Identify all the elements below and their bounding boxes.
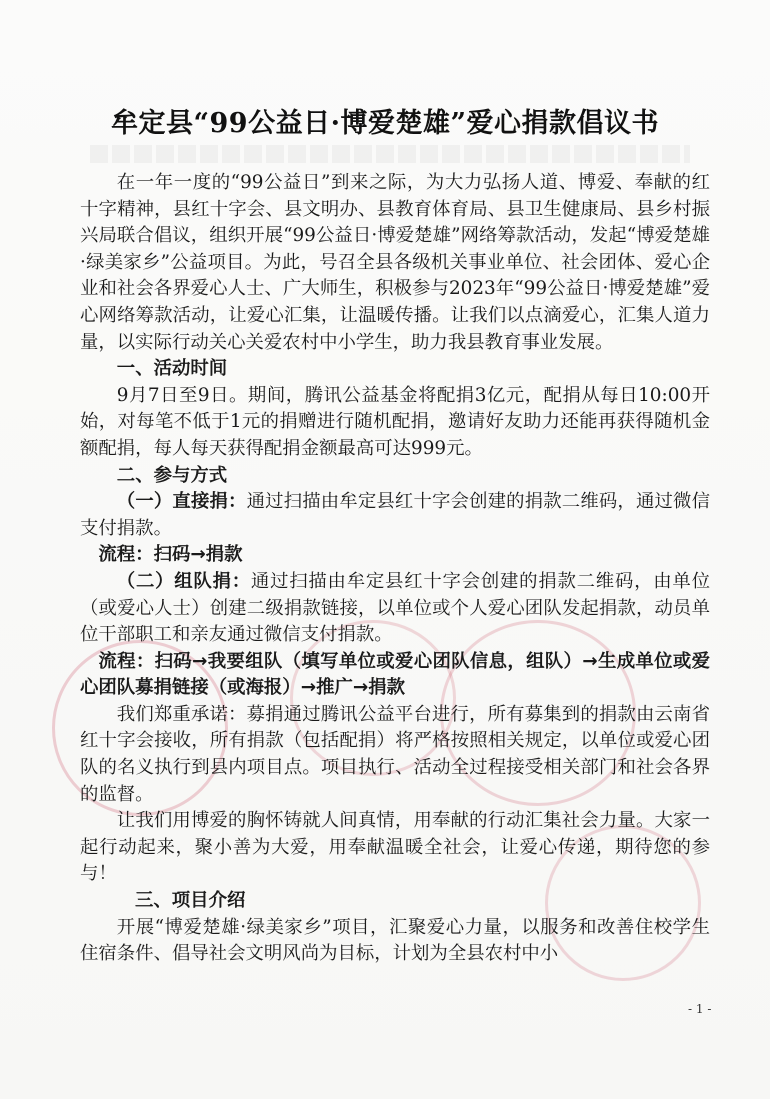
- section-heading-project: 三、项目介绍: [135, 890, 246, 912]
- appeal-paragraph: 让我们用博爱的胸怀铸就人间真情，用奉献的行动汇集社会力量。大家一起行动起来，聚小善为大爱，用奉献温暖全社会，让爱心传递，期待您的参与！: [80, 810, 710, 885]
- section-heading-time: 一、活动时间: [116, 358, 228, 380]
- project-paragraph: 开展“博爱楚雄·绿美家乡”项目，汇聚爱心力量，以服务和改善住校学生住宿条件、倡导社会文明风尚为目标，计划为全县农村中小: [80, 916, 710, 965]
- team-donation-paragraph: [80, 569, 710, 649]
- document-body: [80, 170, 710, 968]
- team-donation-label: （二）组队捐：: [116, 570, 251, 592]
- page-number: - 1 -: [688, 1002, 712, 1016]
- section-heading-method: 二、参与方式: [116, 464, 228, 486]
- intro-paragraph: 在一年一度的“99公益日”到来之际，为大力弘扬人道、博爱、奉献的红十字精神，县红十字会、县文明办、县教育体育局、县卫生健康局、县乡村振兴局联合倡议，组织开展“99公益日·博爱楚雄”网络筹款活动，发起“博爱楚雄·绿美家乡”公益项目。为此，号召全县各级机关事业单位、社会团体、爱心企业和社会各界爱心人士、广大师生，积极参与2023年“99公益日·博爱楚雄”爱心网络筹款活动，让爱心汇集，让温暖传播。让我们以点滴爱心，汇集人道力量，以实际行动关心关爱农村中小学生，助力我县教育事业发展。: [80, 172, 710, 353]
- team-flow: 流程：扫码→我要组队（填写单位或爱心团队信息，组队）→生成单位或爱心团队募捐链接（或海报）→推广→捐款: [80, 650, 710, 699]
- direct-donation-label: （一）直接捐：: [116, 491, 247, 513]
- bleed-through-text: [90, 145, 690, 163]
- promise-paragraph: 我们郑重承诺：募捐通过腾讯公益平台进行，所有募集到的捐款由云南省红十字会接收，所有捐款（包括配捐）将严格按照相关规定，以单位或爱心团队的名义执行到县内项目点。项目执行、活动全过程接受相关部门和社会各界的监督。: [80, 703, 710, 805]
- team-donation-text: 通过扫描由牟定县红十字会创建的捐款二维码，由单位（或爱心人士）创建二级捐款链接，以单位或个人爱心团队发起捐款，动员单位干部职工和亲友通过微信支付捐款。: [80, 570, 710, 646]
- direct-donation-text: 通过扫描由牟定县红十字会创建的捐款二维码，通过微信支付捐款。: [80, 491, 710, 539]
- time-paragraph: 9月7日至9日。期间，腾讯公益基金将配捐3亿元，配捐从每日10:00开始，对每笔不低于1元的捐赠进行随机配捐，邀请好友助力还能再获得随机金额配捐，每人每天获得配捐金额最高可达999元。: [80, 384, 710, 459]
- direct-donation-paragraph: [80, 489, 710, 542]
- direct-flow: 流程：扫码→捐款: [98, 544, 243, 566]
- document-title: 牟定县“99公益日·博爱楚雄”爱心捐款倡议书: [110, 108, 660, 139]
